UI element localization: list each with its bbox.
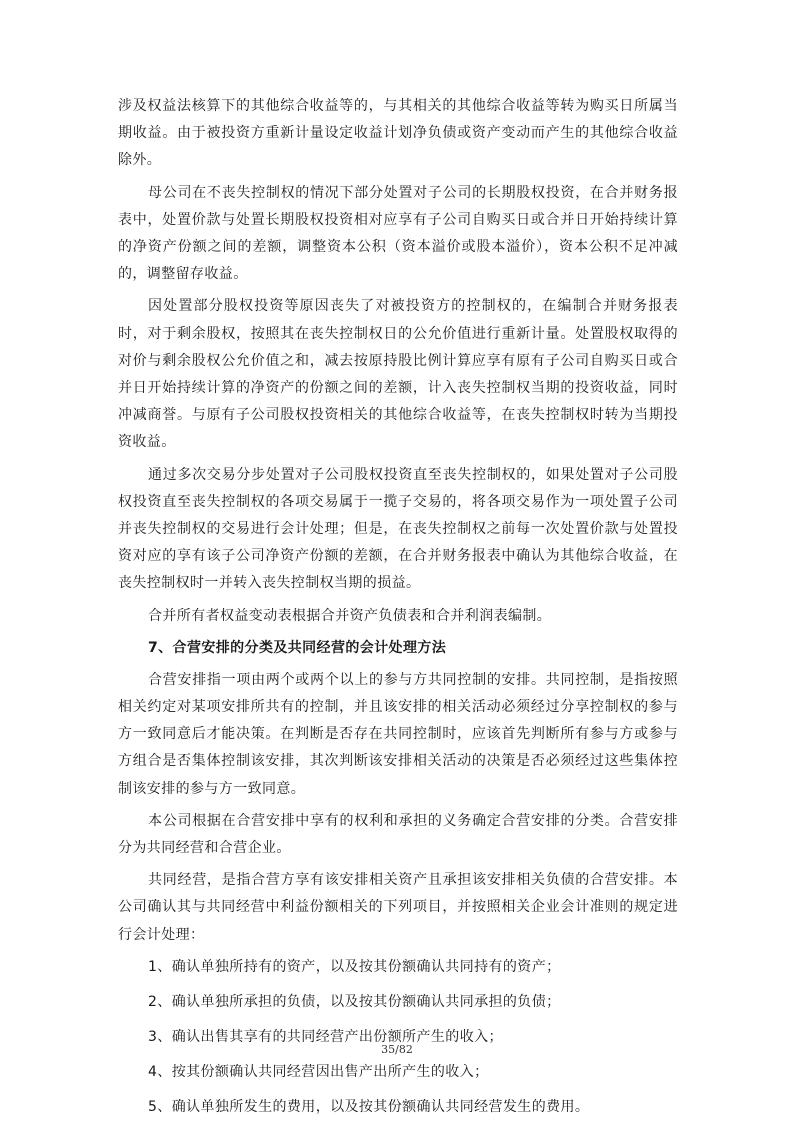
document-page xyxy=(118,93,678,1129)
paragraph-continuation: 涉及权益法核算下的其他综合收益等的，与其相关的其他综合收益等转为购买日所属当期收益。由于被投资方重新计量设定收益计划净负债或资产变动而产生的其他综合收益除外。 xyxy=(118,98,678,169)
list-item: 4、按其份额确认共同经营因出售产出所产生的收入； xyxy=(148,1063,489,1080)
list-item: 2、确认单独所承担的负债，以及按其份额确认共同承担的负债； xyxy=(148,993,561,1010)
list-item: 1、确认单独所持有的资产，以及按其份额确认共同持有的资产； xyxy=(148,958,561,975)
page-number: 35/82 xyxy=(381,1043,413,1056)
paragraph-partial-disposal: 母公司在不丧失控制权的情况下部分处置对子公司的长期股权投资，在合并财务报表中，处置价款与处置长期股权投资相对应享有子公司自购买日或合并日开始持续计算的净资产份额之间的差额，调整资本公积（资本溢价或股本溢价），资本公积不足冲减的，调整留存收益。 xyxy=(118,184,678,283)
paragraph-stepwise-disposal: 通过多次交易分步处置对子公司股权投资直至丧失控制权的，如果处置对子公司股权投资直至丧失控制权的各项交易属于一揽子交易的，将各项交易作为一项处置子公司并丧失控制权的交易进行会计处理；但是，在丧失控制权之前每一次处置价款与处置投资对应的享有该子公司净资产份额的差额，在合并财务报表中确认为其他综合收益，在丧失控制权时一并转入丧失控制权当期的损益。 xyxy=(118,466,678,592)
paragraph-joint-operation: 共同经营，是指合营方享有该安排相关资产且承担该安排相关负债的合营安排。本公司确认其与共同经营中利益份额相关的下列项目，并按照相关企业会计准则的规定进行会计处理： xyxy=(118,872,678,943)
paragraph-joint-arrangement-definition: 合营安排指一项由两个或两个以上的参与方共同控制的安排。共同控制，是指按照相关约定对某项安排所共有的控制，并且该安排的相关活动必须经过分享控制权的参与方一致同意后才能决策。在判断是否存在共同控制时，应该首先判断所有参与方或参与方组合是否集体控制该安排，其次判断该安排相关活动的决策是否必须经过这些集体控制该安排的参与方一致同意。 xyxy=(118,671,678,797)
list-item: 5、确认单独所发生的费用，以及按其份额确认共同经营发生的费用。 xyxy=(148,1098,590,1115)
list-item: 3、确认出售其享有的共同经营产出份额所产生的收入； xyxy=(148,1028,503,1045)
section-heading: 7、合营安排的分类及共同经营的会计处理方法 xyxy=(148,639,447,656)
paragraph-joint-arrangement-classification: 本公司根据在合营安排中享有的权利和承担的义务确定合营安排的分类。合营安排分为共同经营和合营企业。 xyxy=(118,812,678,857)
paragraph-loss-of-control: 因处置部分股权投资等原因丧失了对被投资方的控制权的，在编制合并财务报表时，对于剩余股权，按照其在丧失控制权日的公允价值进行重新计量。处置股权取得的对价与剩余股权公允价值之和，减去按原持股比例计算应享有原有子公司自购买日或合并日开始持续计算的净资产的份额之间的差额，计入丧失控制权当期的投资收益，同时冲减商誉。与原有子公司股权投资相关的其他综合收益等，在丧失控制权时转为当期投资收益。 xyxy=(118,298,678,451)
paragraph-equity-statement: 合并所有者权益变动表根据合并资产负债表和合并利润表编制。 xyxy=(148,607,552,624)
recognition-list xyxy=(118,954,678,1121)
